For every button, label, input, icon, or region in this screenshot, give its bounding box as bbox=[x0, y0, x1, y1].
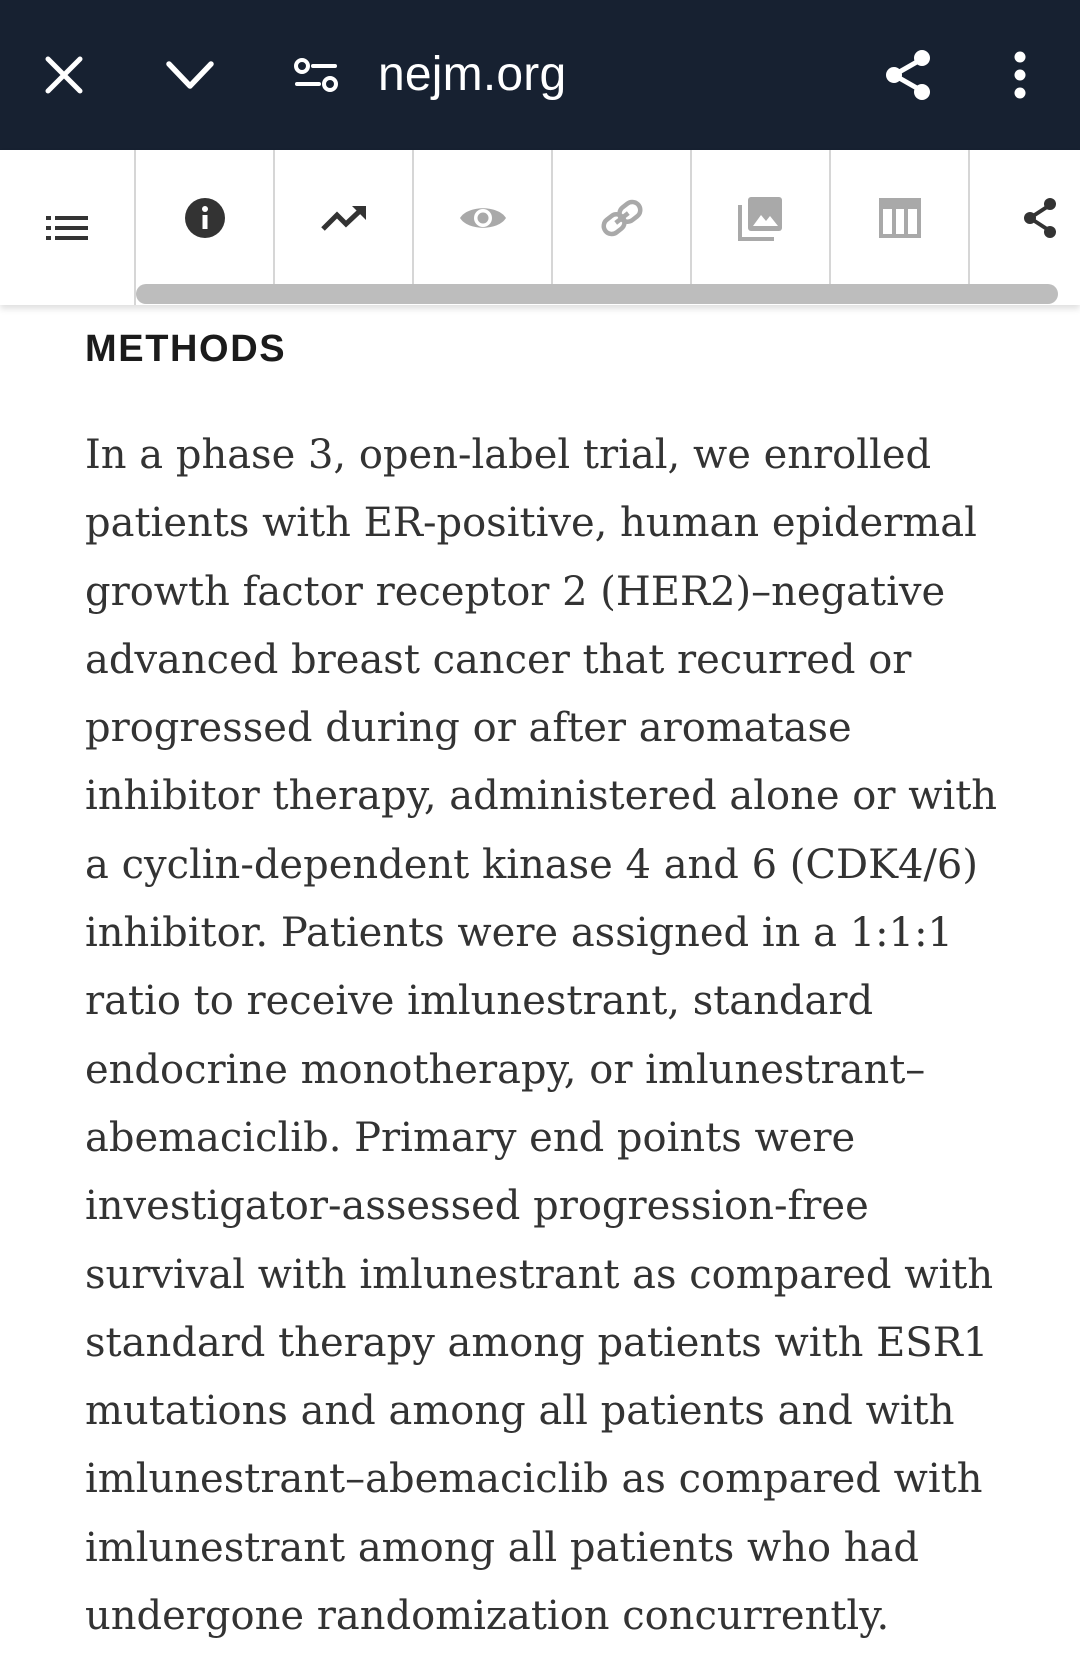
more-options-button[interactable] bbox=[984, 39, 1056, 111]
article-toolbar bbox=[0, 150, 1080, 305]
article-info-button[interactable] bbox=[136, 150, 275, 285]
info-icon bbox=[184, 197, 226, 239]
section-heading: METHODS bbox=[85, 328, 287, 370]
list-icon bbox=[46, 215, 88, 241]
links-button[interactable] bbox=[553, 150, 692, 285]
close-tab-button[interactable] bbox=[28, 39, 100, 111]
minimize-button[interactable] bbox=[154, 39, 226, 111]
tables-button[interactable] bbox=[831, 150, 970, 285]
link-icon bbox=[599, 198, 645, 238]
browser-top-bar bbox=[0, 0, 1080, 150]
table-icon bbox=[878, 197, 922, 239]
chevron-down-icon bbox=[164, 57, 216, 93]
close-icon bbox=[42, 53, 86, 97]
images-icon bbox=[738, 195, 784, 241]
metrics-button[interactable] bbox=[275, 150, 414, 285]
table-of-contents-button[interactable] bbox=[0, 150, 136, 305]
site-settings-button[interactable] bbox=[280, 39, 352, 111]
share-icon bbox=[1021, 197, 1059, 239]
tune-icon bbox=[293, 55, 339, 95]
share-article-button[interactable] bbox=[970, 150, 1080, 285]
more-vertical-icon bbox=[1012, 51, 1028, 99]
methods-paragraph: In a phase 3, open-label trial, we enrolled patients with ER-positive, human epidermal growth factor receptor 2 (HER2)–negative advanced breast cancer that recurred or progressed during or after aromatase inhibitor therapy, administered alone or with a cyclin-dependent kinase 4 and 6 (CDK4/6) inhibitor. Patients were assigned in a 1:1:1 ratio to receive imlunestrant, standard endocrine monotherapy, or imlunestrant–abemaciclib. Primary end points were investigator-assessed progression-free survival with imlunestrant as compared with standard therapy among patients with ESR1 mutations and among all patients and with imlunestrant–abemaciclib as compared with imlunestrant among all patients who had undergone randomization concurrently. bbox=[85, 432, 998, 1640]
article-content bbox=[85, 305, 1025, 1650]
toolbar-scrollbar[interactable] bbox=[136, 284, 1058, 304]
preview-button[interactable] bbox=[414, 150, 553, 285]
share-page-button[interactable] bbox=[872, 39, 944, 111]
url-display[interactable]: nejm.org bbox=[378, 48, 567, 101]
trending-icon bbox=[320, 203, 368, 233]
figures-button[interactable] bbox=[692, 150, 831, 285]
tool-strip[interactable] bbox=[136, 150, 1080, 285]
share-icon bbox=[882, 48, 934, 102]
eye-icon bbox=[458, 201, 508, 235]
